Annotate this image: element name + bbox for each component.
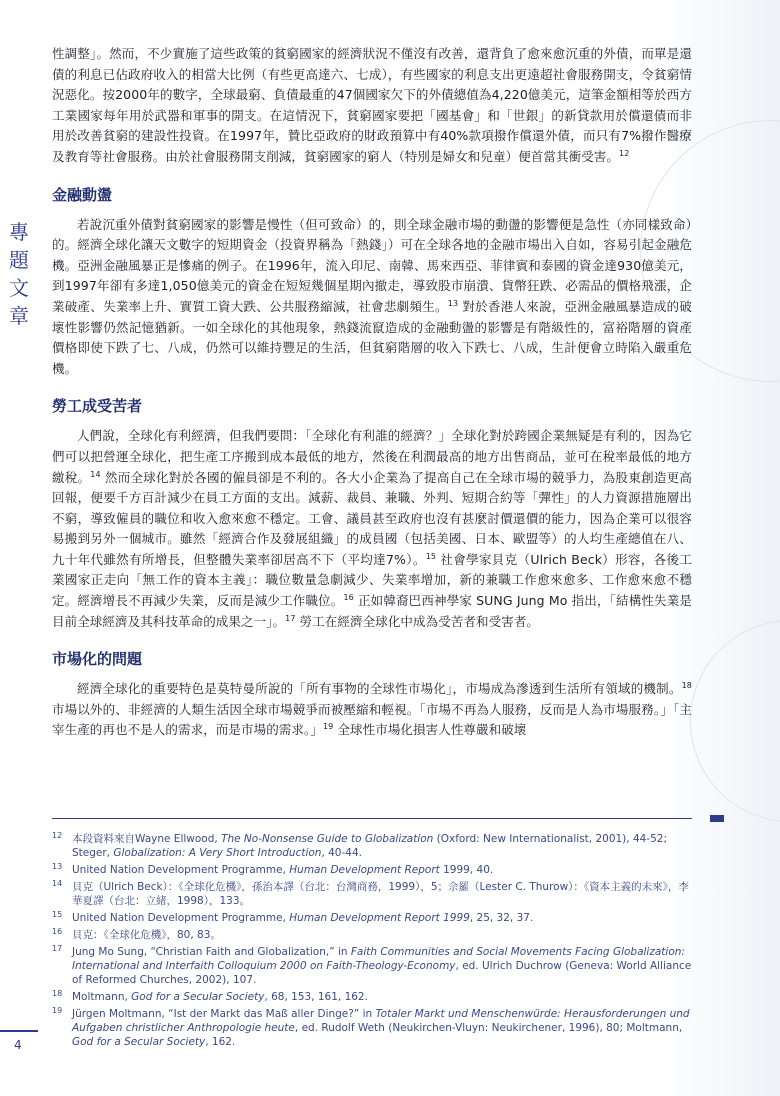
footnote-title: Totaler Markt und Menschenwürde: Herausforderungen und Aufgaben christlicher Anthropologie heute bbox=[72, 1008, 690, 1034]
marketization-paragraph bbox=[52, 679, 692, 741]
footnote-number: 19 bbox=[52, 1006, 63, 1015]
footnote-ref[interactable]: 19 bbox=[322, 722, 334, 732]
labour-paragraph bbox=[52, 426, 692, 632]
category-char: 文 bbox=[9, 276, 29, 300]
section-heading-financial-turmoil: 金融動盪 bbox=[52, 185, 113, 204]
paragraph-text: 對於香港人來說，亞洲金融風暴造成的破壞性影響仍然記憶猶新。一如全球化的其他現象，熱錢流竄造成的金融動盪的影響是有階級性的，富裕階層的資產價格即使下跌了七、八成，仍然可以維持豐足的生活，但貧窮階層的收入下跌七、八成，生計便會立時陷入嚴重危機。 bbox=[52, 298, 692, 376]
paragraph-text: 性調整」。然而，不少實施了這些政策的貧窮國家的經濟狀況不僅沒有改善，還背負了愈來愈沉重的外債，而單是還債的利息已佔政府收入的相當大比例（有些更高達六、七成），有些國家的利息支出更遠超社會服務開支，令貧窮情況惡化。按2000年的數字，全球最窮、負債最重的47個國家欠下的外債總值為4,220億美元，這筆金額相等於西方工業國家每年用於武器和軍事的開支。在這情況下，貧窮國家要把「國基會」和「世銀」的新貸款用於償還債而非用於改善貧窮的建設性投資。在1997年，贊比亞政府的財政預算中有40%款項撥作償還外債，而只有7%撥作醫療及教育等社會服務。由於社會服務開支削減，貧窮國家的窮人（特別是婦女和兒童）便首當其衝受害。 bbox=[52, 46, 692, 164]
footnote-text: 1999, 40. bbox=[439, 864, 494, 876]
footnote-ref[interactable]: 15 bbox=[425, 551, 437, 561]
footnote-12 bbox=[52, 832, 692, 860]
footnote-text: Jürgen Moltmann, “Ist der Markt das Maß aller Dinge?” in bbox=[72, 1008, 376, 1020]
paragraph-text: 然而全球化對於各國的僱員卻是不利的。各大小企業為了提高自己在全球市場的競爭力，為股東創造更高回報，便要千方百計減少在員工方面的支出。減薪、裁員、兼職、外判、短期合約等「彈性」的人力資源措施層出不窮，導致僱員的職位和收入愈來愈不穩定。工會、議員甚至政府也沒有甚麼討價還價的能力，因為企業可以很容易搬到另外一個城市。雖然「經濟合作及發展組織」的成員國（包括美國、日本、歐盟等）的人均生產總值在八、九十年代雖然有所增長，但整體失業率卻居高不下（平均達7%）。 bbox=[52, 469, 692, 567]
footnote-title: God for a Secular Society bbox=[131, 991, 265, 1003]
footnote-number: 12 bbox=[52, 831, 63, 840]
footnote-number: 18 bbox=[52, 989, 63, 998]
footnote-text: 本段資料來自Wayne Ellwood, bbox=[72, 833, 222, 845]
paragraph-text: 人們說，全球化有利經濟，但我們要問：「全球化有利誰的經濟？」全球化對於跨國企業無疑是有利的，因為它們可以把營運全球化，把生產工序搬到成本最低的地方，然後在利潤最高的地方出售商品，並可在稅率最低的地方繳稅。 bbox=[52, 428, 692, 485]
footnote-number: 13 bbox=[52, 862, 63, 871]
financial-turmoil-paragraph bbox=[52, 215, 692, 380]
footnote-text: United Nation Development Programme, bbox=[72, 912, 290, 924]
footnote-text: (Oxford: New Internationalist, 2001), 44-52; Steger, bbox=[72, 833, 667, 859]
footnote-number: 16 bbox=[52, 927, 63, 936]
category-char: 章 bbox=[9, 304, 29, 328]
footnote-14 bbox=[52, 880, 692, 908]
page-number-rule bbox=[0, 1030, 38, 1032]
footnote-number: 17 bbox=[52, 944, 63, 953]
category-char: 題 bbox=[9, 248, 29, 272]
footnote-title: God for a Secular Society bbox=[72, 1036, 206, 1048]
footnote-15 bbox=[52, 911, 692, 925]
footnote-number: 14 bbox=[52, 879, 63, 888]
footnote-ref[interactable]: 13 bbox=[447, 298, 459, 308]
paragraph-text: 正如韓裔巴西神學家 SUNG Jung Mo 指出，「結構性失業是目前全球經濟及其科技革命的成果之一」。 bbox=[52, 593, 692, 629]
page-number: 4 bbox=[14, 1038, 22, 1052]
deco-circle bbox=[690, 620, 780, 822]
footnote-title: Human Development Report bbox=[289, 864, 440, 876]
footnote-ref[interactable]: 17 bbox=[285, 613, 296, 623]
footnote-rule bbox=[52, 818, 692, 819]
footnote-marker-block bbox=[710, 815, 724, 822]
paragraph-text: 勞工在經濟全球化中成為受苦者和受害者。 bbox=[295, 613, 540, 629]
footnote-17 bbox=[52, 945, 692, 987]
footnotes bbox=[52, 832, 692, 1052]
paragraph-text: 經濟全球化的重要特色是莫特曼所說的「所有事物的全球性市場化」，市場成為滲透到生活所有領域的機制。 bbox=[77, 681, 682, 697]
footnote-ref[interactable]: 18 bbox=[681, 681, 692, 691]
footnote-ref[interactable]: 12 bbox=[619, 148, 630, 158]
footnote-title: The No-Nonsense Guide to Globalization bbox=[221, 833, 434, 845]
paragraph-text: 若說沉重外債對貧窮國家的影響是慢性（但可致命）的，則全球金融市場的動盪的影響便是急性（亦同樣致命）的。經濟全球化讓天文數字的短期資金（投資界稱為「熱錢」）可在全球各地的金融市場出入自如，容易引起金融危機。亞洲金融風暴正是慘痛的例子。在1996年，流入印尼、南韓、馬來西亞、菲律賓和泰國的資金達930億美元，到1997年卻有多達1,050億美元的資金在短短幾個星期內撤走，導致股市崩潰、貨幣狂跌、必需品的價格飛漲，企業破產、失業率上升、實質工資大跌、公共服務縮減，社會悲劇頻生。 bbox=[52, 216, 692, 314]
section-heading-labour: 勞工成受苦者 bbox=[52, 397, 143, 416]
footnote-separator bbox=[52, 815, 718, 822]
paragraph-text: 市場以外的、非經濟的人類生活因全球市場競爭而被壓縮和輕視。「市場不再為人服務，反而是人為市場服務。」「主宰生產的再也不是人的需求，而是市場的需求。」 bbox=[52, 701, 692, 738]
footnote-text: , 40-44. bbox=[321, 847, 362, 859]
footnote-text: United Nation Development Programme, bbox=[72, 864, 290, 876]
footnote-18 bbox=[52, 990, 692, 1004]
section-heading-marketization: 市場化的問題 bbox=[52, 650, 143, 669]
footnote-ref[interactable]: 14 bbox=[90, 469, 101, 479]
footnote-text: 貝克：《全球化危機》，80, 83。 bbox=[72, 929, 221, 941]
footnote-number: 15 bbox=[52, 910, 63, 919]
footnote-16 bbox=[52, 928, 692, 942]
section-category-label bbox=[6, 218, 32, 330]
footnote-19 bbox=[52, 1007, 692, 1049]
intro-paragraph bbox=[52, 44, 692, 168]
footnote-text: Moltmann, bbox=[72, 991, 132, 1003]
footnote-title: Faith Communities and Social Movements Facing Globalization: International and Interfaith Colloquium 2000 on Faith-Theology-Economy bbox=[72, 946, 685, 972]
footnote-text: Jung Mo Sung, “Christian Faith and Globalization,” in bbox=[72, 946, 351, 958]
footnote-ref[interactable]: 16 bbox=[343, 592, 354, 602]
category-char: 專 bbox=[9, 220, 29, 244]
paragraph-text: 全球性市場化損害人性尊嚴和破壞 bbox=[333, 722, 527, 738]
article-body bbox=[52, 44, 692, 741]
footnote-text: , 25, 32, 37. bbox=[469, 912, 534, 924]
footnote-title: Human Development Report 1999 bbox=[289, 912, 470, 924]
footnote-text: 貝克（Ulrich Beck）：《全球化危機》，孫治本譯（台北：台灣商務，1999），5；佘羅（Lester C. Thurow）：《資本主義的未來》，李華夏譯（台北：立緒，1998），133。 bbox=[72, 881, 689, 907]
footnote-title: Globalization: A Very Short Introduction bbox=[113, 847, 322, 859]
footnote-text: , ed. Rudolf Weth (Neukirchen-Vluyn: Neukirchener, 1996), 80; Moltmann, bbox=[294, 1022, 683, 1034]
footnote-text: , ed. Ulrich Duchrow (Geneva: World Alliance of Reformed Churches, 2002), 107. bbox=[72, 960, 692, 986]
footnote-text: , 68, 153, 161, 162. bbox=[264, 991, 368, 1003]
footnote-13 bbox=[52, 863, 692, 877]
footnote-text: , 162. bbox=[205, 1036, 236, 1048]
paragraph-text: 社會學家貝克（Ulrich Beck）形容，各後工業國家正走向「無工作的資本主義」：職位數量急劇減少、失業率增加，新的兼職工作愈來愈多、工作愈來愈不穩定。經濟增長不再減少失業，反而是減少工作職位。 bbox=[52, 551, 692, 609]
